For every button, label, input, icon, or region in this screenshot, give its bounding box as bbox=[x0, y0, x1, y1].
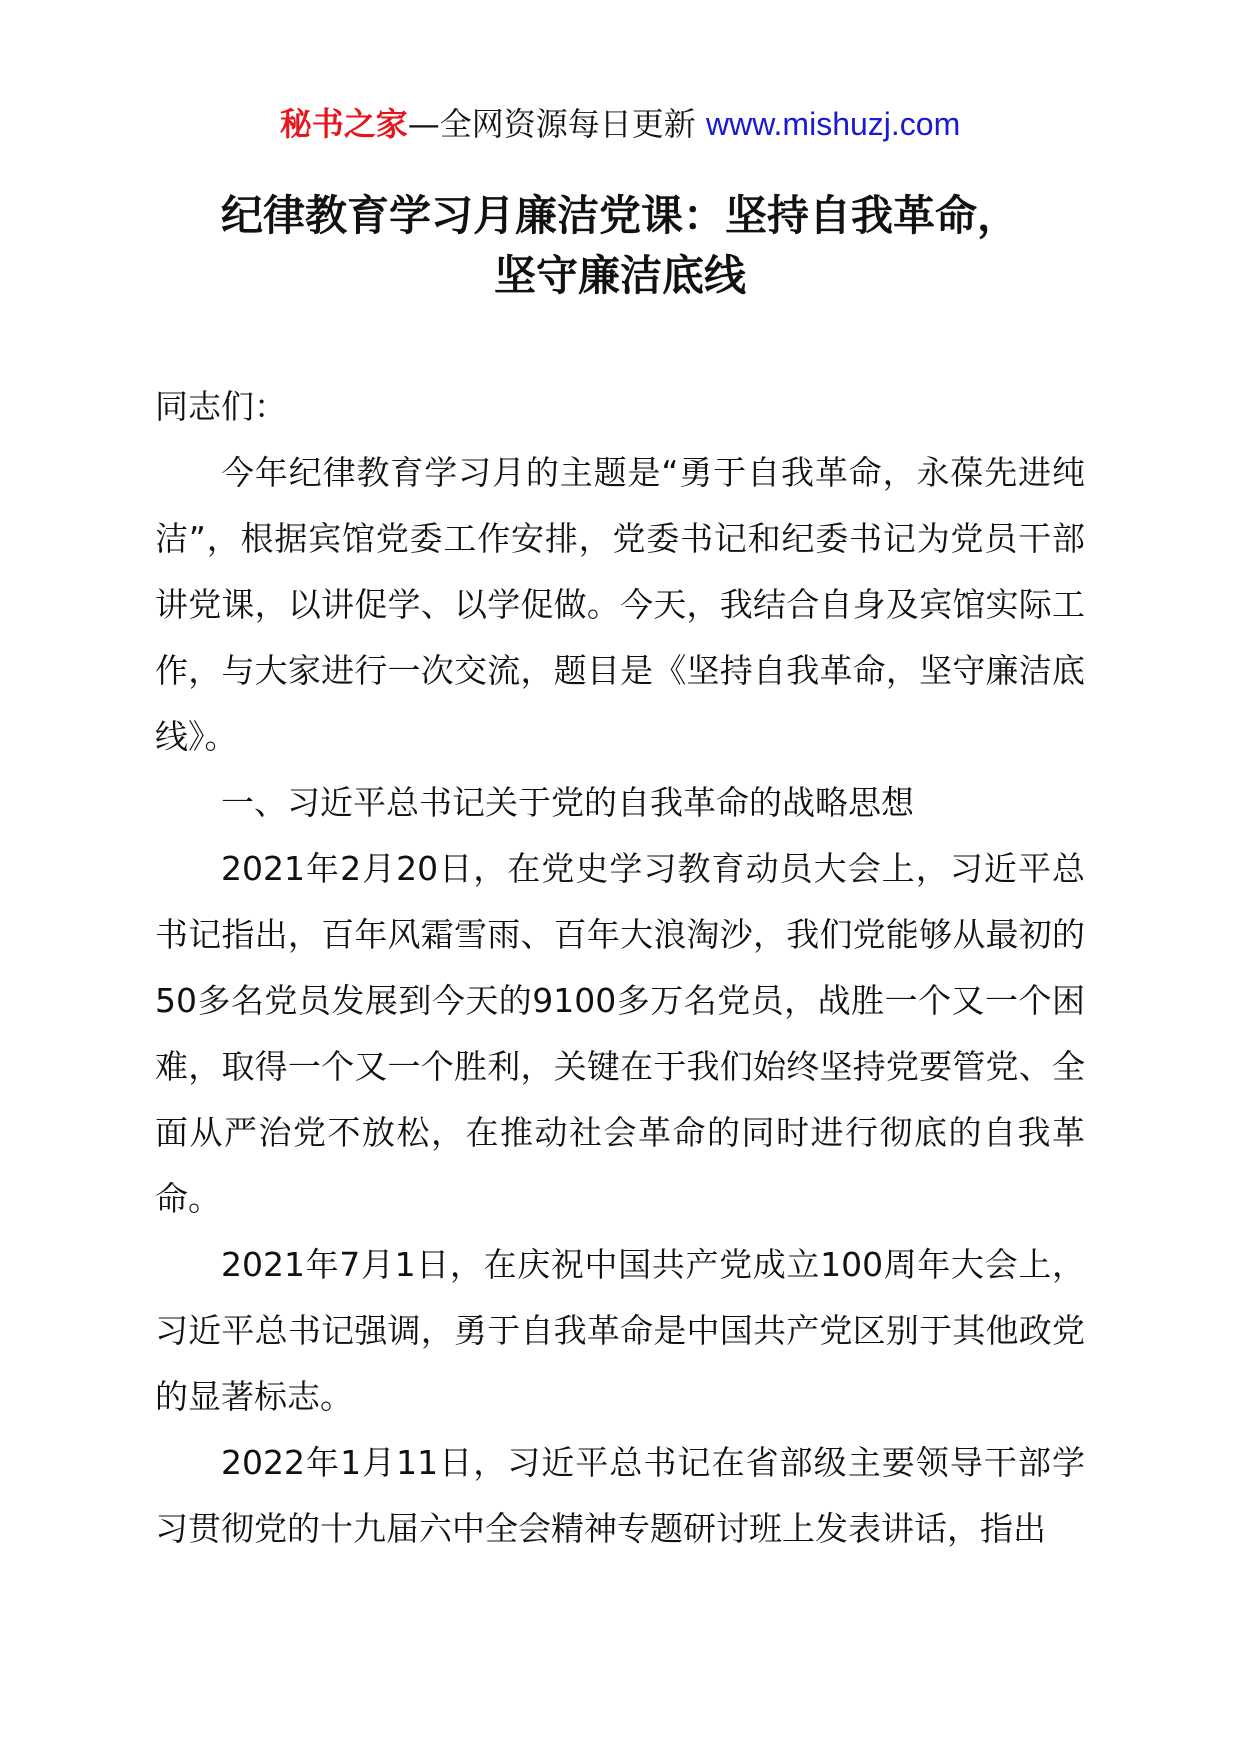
paragraph-2022-01: 2022年1月11日，习近平总书记在省部级主要领导干部学习贯彻党的十九届六中全会精神专题研讨班上发表讲话，指出 bbox=[155, 1443, 1085, 1548]
site-brand: 秘书之家 bbox=[279, 105, 408, 143]
title-line-1: 纪律教育学习月廉洁党课：坚持自我革命， bbox=[220, 191, 1019, 240]
salutation: 同志们： bbox=[155, 387, 287, 426]
paragraph-2021-07: 2021年7月1日，在庆祝中国共产党成立100周年大会上，习近平总书记强调，勇于自我革命是中国共产党区别于其他政党的显著标志。 bbox=[155, 1245, 1085, 1416]
site-header bbox=[0, 102, 1240, 146]
site-tagline: —全网资源每日更新 bbox=[407, 105, 696, 143]
site-url-link[interactable]: www.mishuzj.com bbox=[705, 106, 961, 142]
paragraph-2021-02: 2021年2月20日，在党史学习教育动员大会上，习近平总书记指出，百年风霜雪雨、百年大浪淘沙，我们党能够从最初的50多名党员发展到今天的9100多万名党员，战胜一个又一个困难，取得一个又一个胜利，关键在于我们始终坚持党要管党、全面从严治党不放松，在推动社会革命的同时进行彻底的自我革命。 bbox=[155, 849, 1085, 1218]
section-heading: 一、习近平总书记关于党的自我革命的战略思想 bbox=[221, 783, 914, 822]
title-line-2: 坚守廉洁底线 bbox=[493, 251, 746, 300]
document-title bbox=[0, 186, 1240, 306]
paragraph-intro: 今年纪律教育学习月的主题是“勇于自我革命，永葆先进纯洁”，根据宾馆党委工作安排，党委书记和纪委书记为党员干部讲党课，以讲促学、以学促做。今天，我结合自身及宾馆实际工作，与大家进行一次交流，题目是《坚持自我革命，坚守廉洁底线》。 bbox=[155, 453, 1085, 756]
document-body bbox=[155, 374, 1085, 1562]
